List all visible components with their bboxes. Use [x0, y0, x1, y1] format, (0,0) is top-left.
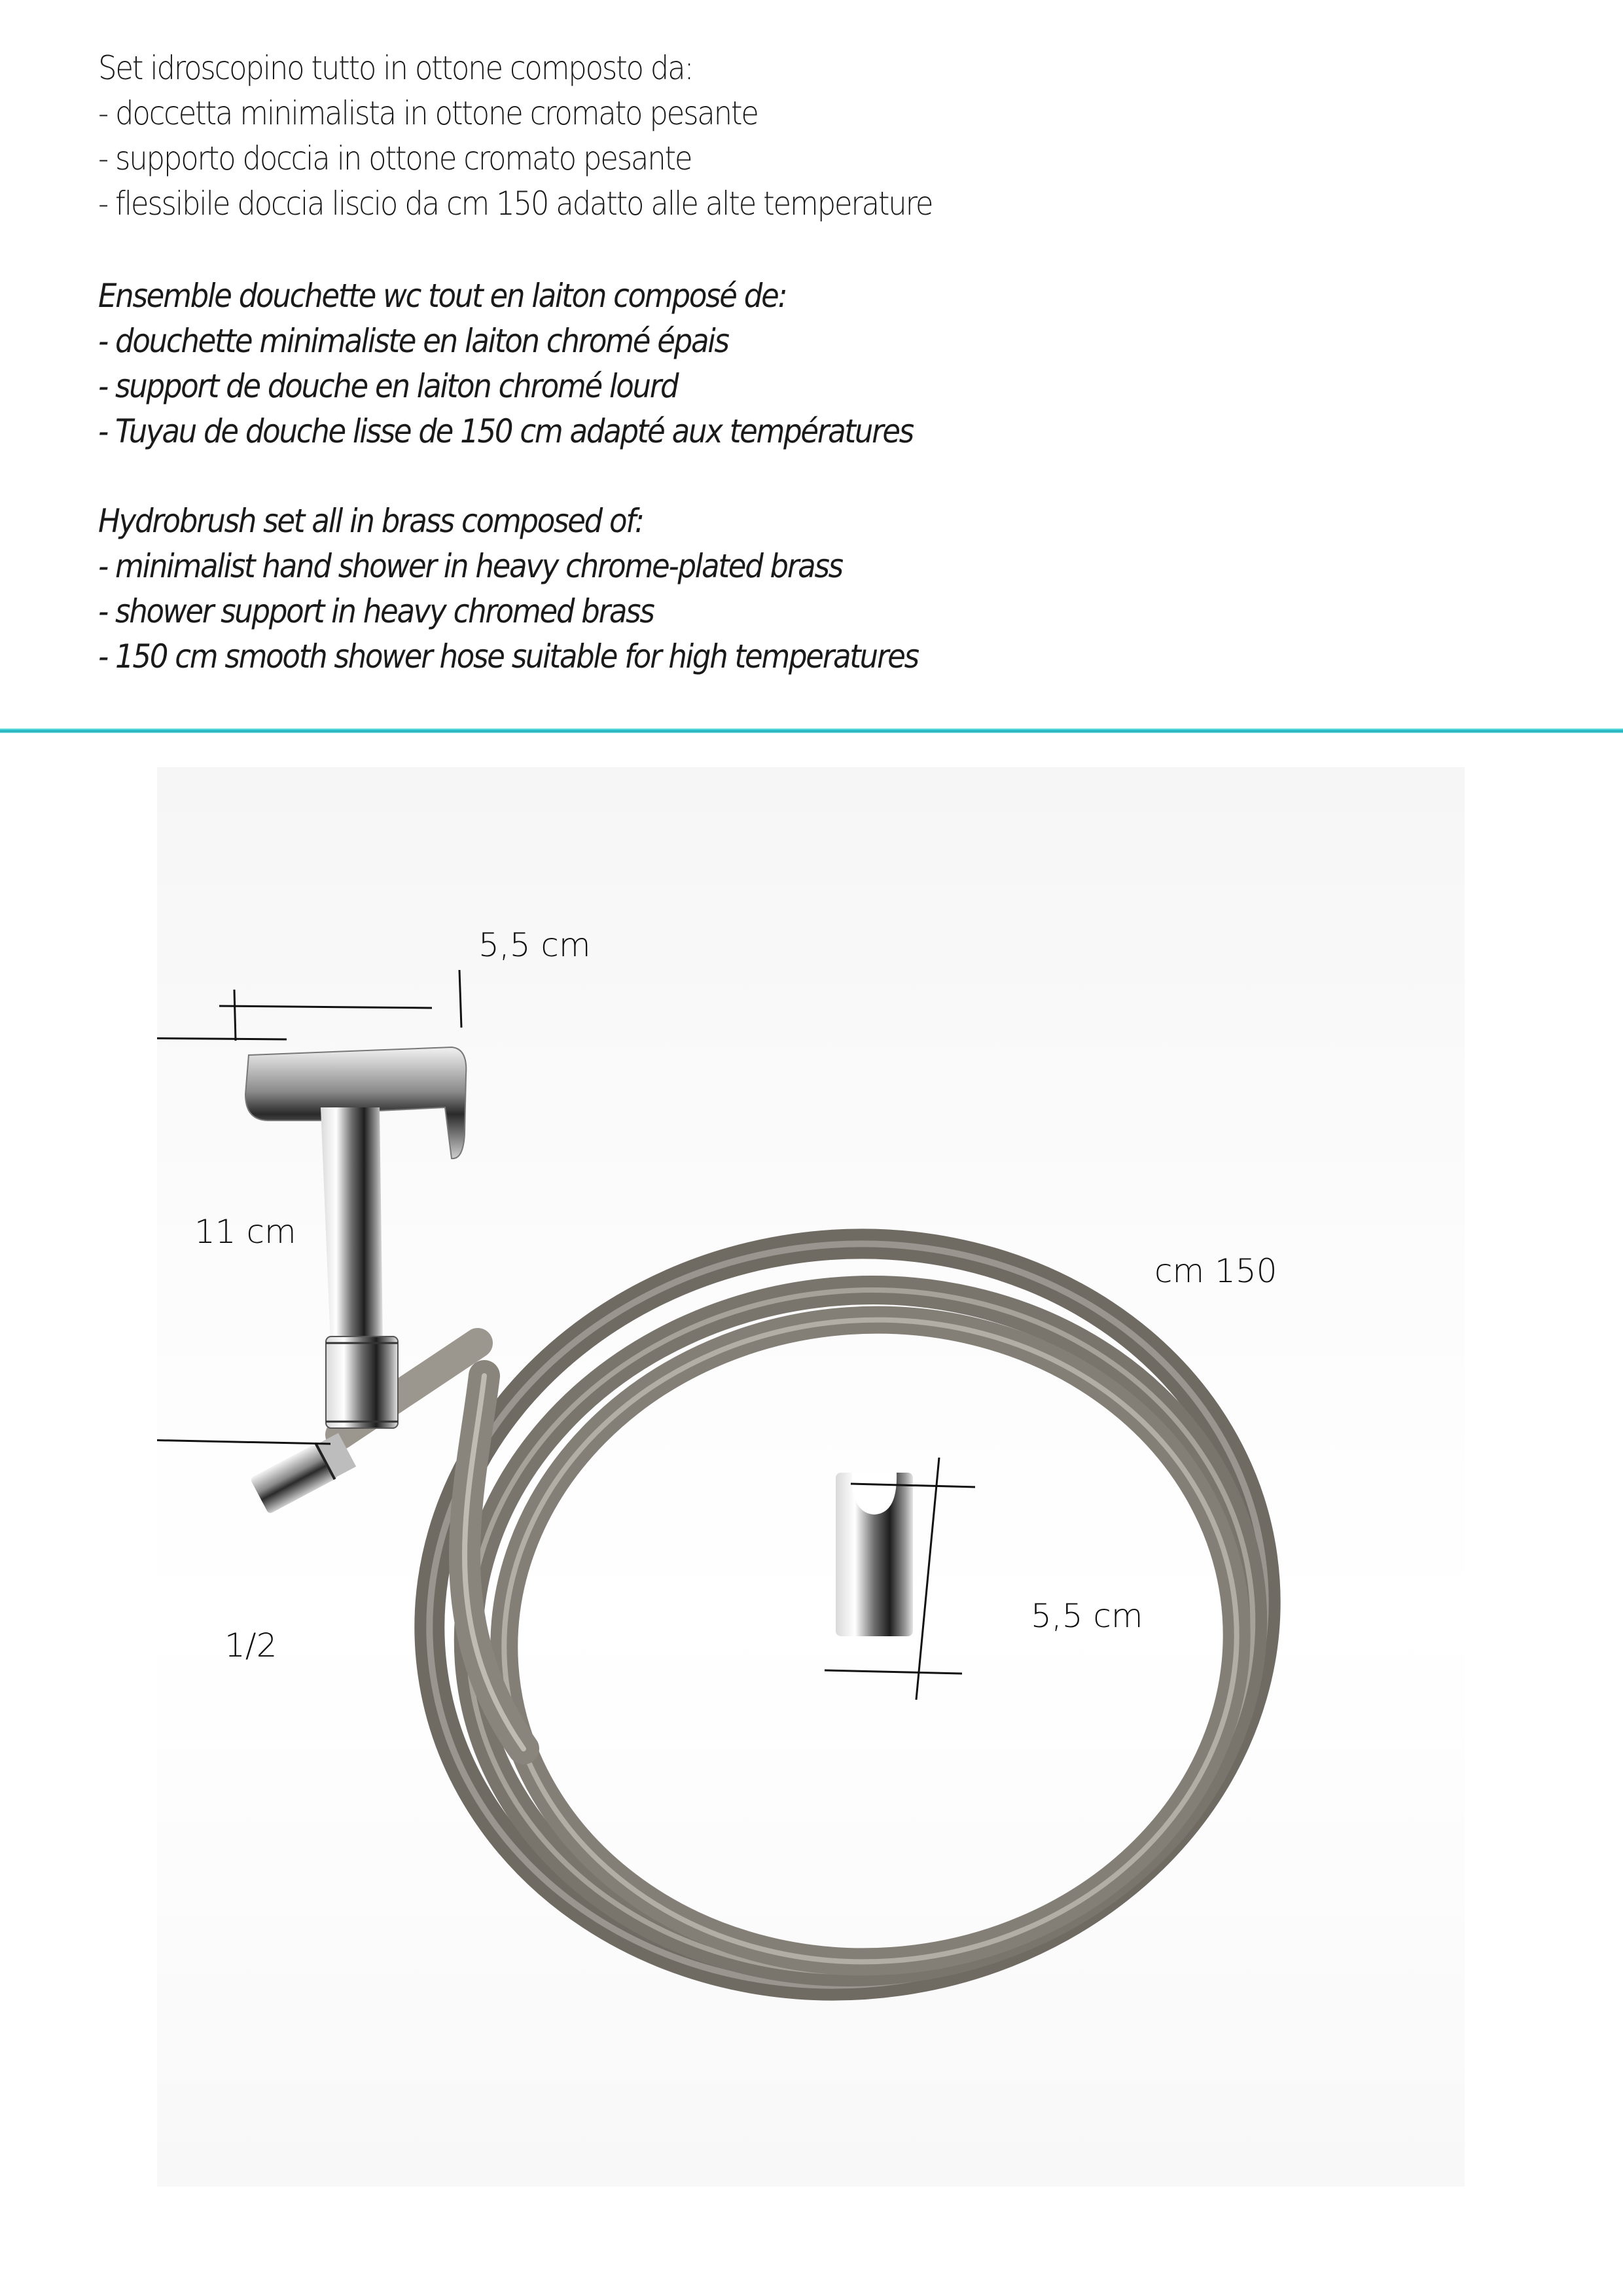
french-item-2: - support de douche en laiton chromé lourd: [98, 367, 678, 405]
handle-height-label: 11 cm: [194, 1213, 296, 1251]
head-width-label: 5,5 cm: [478, 926, 591, 964]
english-item-3: - 150 cm smooth shower hose suitable for high temperatures: [98, 637, 918, 675]
thread-size-label: 1/2: [224, 1626, 277, 1664]
section-divider: [0, 728, 1623, 733]
italian-item-1: - doccetta minimalista in ottone cromato pesante: [98, 94, 758, 132]
italian-title: Set idroscopino tutto in ottone composto da:: [98, 49, 693, 87]
italian-item-3: - flessibile doccia liscio da cm 150 adatto alle alte temperature: [98, 185, 933, 223]
product-photo: [157, 767, 1465, 2187]
hand-shower-set-illustration: [157, 767, 1465, 2187]
french-item-1: - douchette minimaliste en laiton chromé épais: [98, 322, 728, 360]
italian-item-2: - supporto doccia in ottone cromato pesante: [98, 139, 692, 177]
holder-height-label: 5,5 cm: [1031, 1597, 1143, 1635]
hose-length-label: cm 150: [1154, 1252, 1277, 1290]
english-item-2: - shower support in heavy chromed brass: [98, 592, 654, 630]
hose-icon: [340, 1190, 1313, 2039]
shower-holder-icon: [836, 1473, 913, 1636]
french-title: Ensemble douchette wc tout en laiton composé de:: [98, 277, 787, 315]
english-item-1: - minimalist hand shower in heavy chrome-plated brass: [98, 547, 842, 585]
english-title: Hydrobrush set all in brass composed of:: [98, 502, 643, 540]
french-item-3: - Tuyau de douche lisse de 150 cm adapté aux températures: [98, 412, 913, 450]
